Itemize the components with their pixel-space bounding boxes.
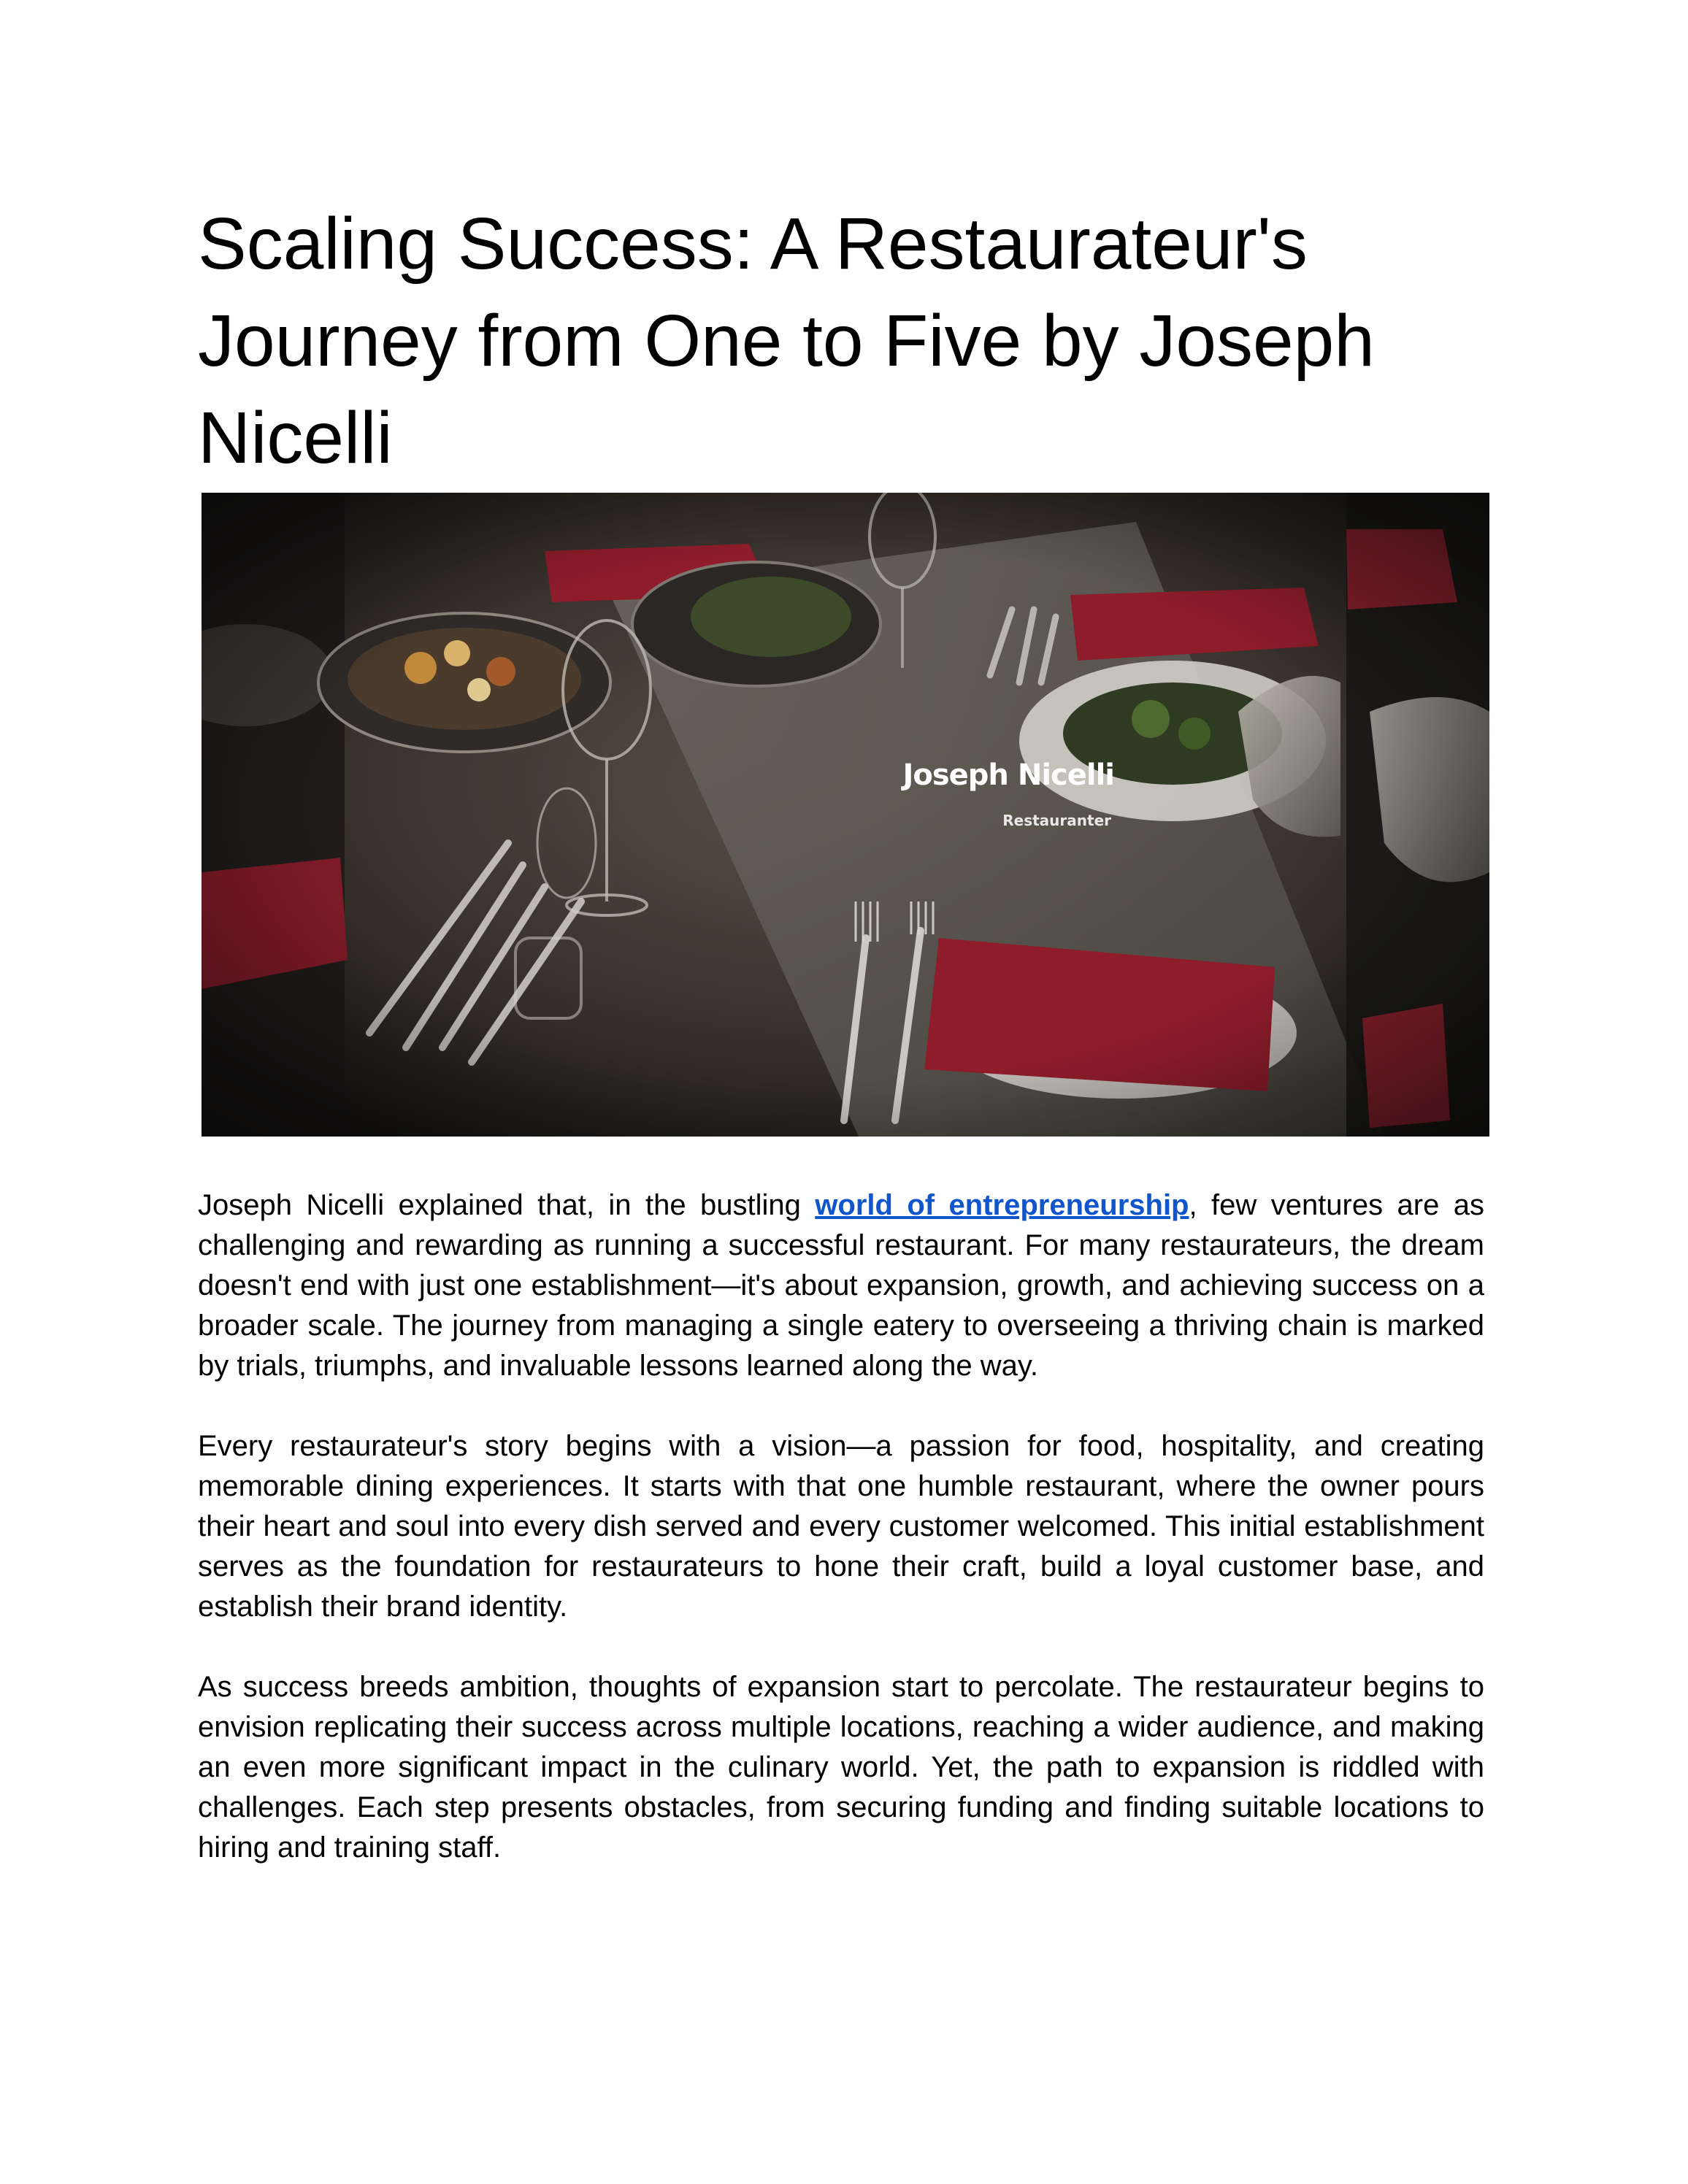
title-line-3: Nicelli (198, 397, 393, 479)
hero-name-overlay: Joseph Nicelli (902, 758, 1114, 792)
paragraph-2: Every restaurateur's story begins with a vision—a passion for food, hospitality, and creating memorable dining experiences. It starts with that one humble restaurant, where the owner pours their heart and soul into every dish served and every customer welcomed. This initial establishment serves as the foundation for restaurateurs to hone their craft, build a loyal customer base, and establish their brand identity. (198, 1430, 1484, 1623)
hero-role-overlay: Restauranter (1002, 812, 1111, 829)
paragraph-1-intro: Joseph Nicelli explained that, in the bustling (198, 1189, 816, 1221)
article-title (198, 196, 1512, 487)
title-line-1: Scaling Success: A Restaurateur's (198, 203, 1308, 285)
hero-image (202, 493, 1489, 1137)
title-line-2: Journey from One to Five by Joseph (198, 300, 1375, 382)
entrepreneurship-link[interactable]: world of entrepreneurship (815, 1189, 1189, 1221)
paragraph-1-rest: , few ventures are as challenging and rewarding as running a successful restaurant. For many restaurateurs, the dream doesn't end with just one establishment—it's about expansion, growth, and achieving success on a broader scale. The journey from managing a single eatery to overseeing a thriving chain is marked by trials, triumphs, and invaluable lessons learned along the way. (198, 1189, 1485, 1382)
paragraph-3: As success breeds ambition, thoughts of expansion start to percolate. The restaurateur begins to envision replicating their success across multiple locations, reaching a wider audience, and making an even more significant impact in the culinary world. Yet, the path to expansion is riddled with challenges. Each step presents obstacles, from securing funding and finding suitable locations to hiring and training staff. (198, 1671, 1484, 1864)
paragraph-1 (198, 1185, 1484, 1386)
